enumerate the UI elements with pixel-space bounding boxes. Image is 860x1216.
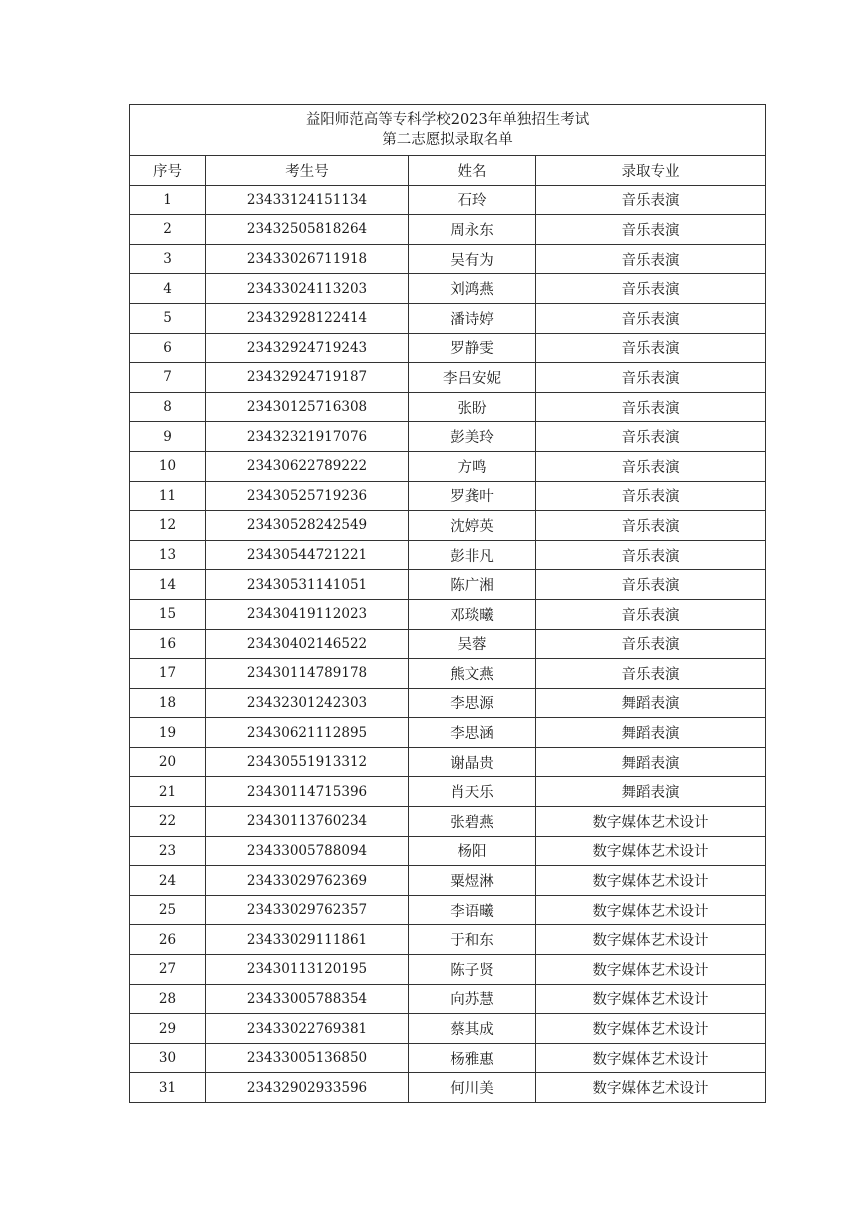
admitted-major: 音乐表演 <box>536 333 766 363</box>
table-row <box>130 807 766 837</box>
admitted-major: 数字媒体艺术设计 <box>536 895 766 925</box>
table-row <box>130 363 766 393</box>
student-name: 吴有为 <box>409 244 536 274</box>
admitted-major: 舞蹈表演 <box>536 718 766 748</box>
admitted-major: 数字媒体艺术设计 <box>536 955 766 985</box>
exam-id: 23432924719243 <box>206 333 409 363</box>
exam-id: 23430525719236 <box>206 481 409 511</box>
student-name: 彭美玲 <box>409 422 536 452</box>
table-row <box>130 333 766 363</box>
student-name: 粟煜淋 <box>409 866 536 896</box>
admitted-major: 数字媒体艺术设计 <box>536 1073 766 1103</box>
row-index: 26 <box>130 925 206 955</box>
admitted-major: 舞蹈表演 <box>536 777 766 807</box>
exam-id: 23433029762369 <box>206 866 409 896</box>
exam-id: 23430402146522 <box>206 629 409 659</box>
table-row <box>130 599 766 629</box>
exam-id: 23433124151134 <box>206 185 409 215</box>
student-name: 杨阳 <box>409 836 536 866</box>
column-header-major: 录取专业 <box>536 156 766 186</box>
table-row <box>130 688 766 718</box>
student-name: 蔡其成 <box>409 1014 536 1044</box>
student-name: 张盼 <box>409 392 536 422</box>
admitted-major: 音乐表演 <box>536 540 766 570</box>
admitted-major: 数字媒体艺术设计 <box>536 866 766 896</box>
table-row <box>130 392 766 422</box>
row-index: 11 <box>130 481 206 511</box>
admitted-major: 音乐表演 <box>536 392 766 422</box>
student-name: 周永东 <box>409 215 536 245</box>
exam-id: 23433026711918 <box>206 244 409 274</box>
exam-id: 23433005788094 <box>206 836 409 866</box>
exam-id: 23430125716308 <box>206 392 409 422</box>
row-index: 14 <box>130 570 206 600</box>
row-index: 9 <box>130 422 206 452</box>
table-row <box>130 481 766 511</box>
row-index: 22 <box>130 807 206 837</box>
table-row <box>130 629 766 659</box>
admitted-major: 音乐表演 <box>536 629 766 659</box>
exam-id: 23432902933596 <box>206 1073 409 1103</box>
row-index: 20 <box>130 747 206 777</box>
exam-id: 23430551913312 <box>206 747 409 777</box>
table-row <box>130 215 766 245</box>
student-name: 刘鸿燕 <box>409 274 536 304</box>
row-index: 19 <box>130 718 206 748</box>
row-index: 6 <box>130 333 206 363</box>
row-index: 29 <box>130 1014 206 1044</box>
exam-id: 23433029111861 <box>206 925 409 955</box>
admitted-major: 数字媒体艺术设计 <box>536 836 766 866</box>
admitted-major: 舞蹈表演 <box>536 747 766 777</box>
row-index: 15 <box>130 599 206 629</box>
admitted-major: 数字媒体艺术设计 <box>536 984 766 1014</box>
row-index: 30 <box>130 1043 206 1073</box>
admitted-major: 音乐表演 <box>536 422 766 452</box>
exam-id: 23430113120195 <box>206 955 409 985</box>
admitted-major: 音乐表演 <box>536 274 766 304</box>
table-body <box>130 105 766 1103</box>
student-name: 李思涵 <box>409 718 536 748</box>
table-row <box>130 984 766 1014</box>
table-row <box>130 451 766 481</box>
table-row <box>130 303 766 333</box>
row-index: 25 <box>130 895 206 925</box>
row-index: 18 <box>130 688 206 718</box>
table-row <box>130 747 766 777</box>
student-name: 陈子贤 <box>409 955 536 985</box>
exam-id: 23430531141051 <box>206 570 409 600</box>
student-name: 张碧燕 <box>409 807 536 837</box>
row-index: 8 <box>130 392 206 422</box>
student-name: 方鸣 <box>409 451 536 481</box>
row-index: 16 <box>130 629 206 659</box>
table-row <box>130 777 766 807</box>
row-index: 12 <box>130 511 206 541</box>
column-header-index: 序号 <box>130 156 206 186</box>
title-line-1: 益阳师范高等专科学校2023年单独招生考试 <box>305 112 590 128</box>
row-index: 2 <box>130 215 206 245</box>
table-row <box>130 570 766 600</box>
title-line-2: 第二志愿拟录取名单 <box>382 132 513 148</box>
exam-id: 23430528242549 <box>206 511 409 541</box>
row-index: 27 <box>130 955 206 985</box>
admitted-major: 数字媒体艺术设计 <box>536 807 766 837</box>
student-name: 彭非凡 <box>409 540 536 570</box>
student-name: 何川美 <box>409 1073 536 1103</box>
student-name: 熊文燕 <box>409 659 536 689</box>
exam-id: 23433024113203 <box>206 274 409 304</box>
row-index: 4 <box>130 274 206 304</box>
table-row <box>130 1043 766 1073</box>
admitted-major: 数字媒体艺术设计 <box>536 1014 766 1044</box>
admitted-major: 音乐表演 <box>536 215 766 245</box>
exam-id: 23433029762357 <box>206 895 409 925</box>
exam-id: 23432924719187 <box>206 363 409 393</box>
table-row <box>130 659 766 689</box>
exam-id: 23430622789222 <box>206 451 409 481</box>
exam-id: 23433022769381 <box>206 1014 409 1044</box>
row-index: 17 <box>130 659 206 689</box>
student-name: 李吕安妮 <box>409 363 536 393</box>
admitted-major: 音乐表演 <box>536 451 766 481</box>
table-row <box>130 244 766 274</box>
student-name: 石玲 <box>409 185 536 215</box>
row-index: 1 <box>130 185 206 215</box>
exam-id: 23432928122414 <box>206 303 409 333</box>
table-row <box>130 274 766 304</box>
student-name: 李语曦 <box>409 895 536 925</box>
table-row <box>130 836 766 866</box>
exam-id: 23430113760234 <box>206 807 409 837</box>
table-row <box>130 895 766 925</box>
student-name: 吴蓉 <box>409 629 536 659</box>
student-name: 陈广湘 <box>409 570 536 600</box>
admitted-major: 数字媒体艺术设计 <box>536 925 766 955</box>
admitted-major: 音乐表演 <box>536 659 766 689</box>
table-row <box>130 540 766 570</box>
exam-id: 23430114789178 <box>206 659 409 689</box>
row-index: 23 <box>130 836 206 866</box>
exam-id: 23432301242303 <box>206 688 409 718</box>
admitted-major: 音乐表演 <box>536 599 766 629</box>
column-header-name: 姓名 <box>409 156 536 186</box>
exam-id: 23433005136850 <box>206 1043 409 1073</box>
student-name: 杨雅惠 <box>409 1043 536 1073</box>
row-index: 3 <box>130 244 206 274</box>
admitted-major: 音乐表演 <box>536 303 766 333</box>
student-name: 沈婷英 <box>409 511 536 541</box>
table-row <box>130 1073 766 1103</box>
student-name: 邓琰曦 <box>409 599 536 629</box>
admitted-major: 音乐表演 <box>536 185 766 215</box>
column-header-exam-id: 考生号 <box>206 156 409 186</box>
admitted-major: 音乐表演 <box>536 363 766 393</box>
row-index: 5 <box>130 303 206 333</box>
student-name: 谢晶贵 <box>409 747 536 777</box>
row-index: 7 <box>130 363 206 393</box>
student-name: 向苏慧 <box>409 984 536 1014</box>
table-row <box>130 185 766 215</box>
header-row <box>130 156 766 186</box>
table-row <box>130 955 766 985</box>
table-row <box>130 925 766 955</box>
row-index: 13 <box>130 540 206 570</box>
student-name: 于和东 <box>409 925 536 955</box>
student-name: 李思源 <box>409 688 536 718</box>
exam-id: 23430621112895 <box>206 718 409 748</box>
student-name: 肖天乐 <box>409 777 536 807</box>
admitted-major: 音乐表演 <box>536 511 766 541</box>
exam-id: 23430114715396 <box>206 777 409 807</box>
exam-id: 23430544721221 <box>206 540 409 570</box>
row-index: 10 <box>130 451 206 481</box>
admitted-major: 数字媒体艺术设计 <box>536 1043 766 1073</box>
admitted-major: 音乐表演 <box>536 481 766 511</box>
row-index: 28 <box>130 984 206 1014</box>
student-name: 罗静雯 <box>409 333 536 363</box>
table-row <box>130 422 766 452</box>
table-row <box>130 1014 766 1044</box>
admitted-major: 音乐表演 <box>536 244 766 274</box>
exam-id: 23433005788354 <box>206 984 409 1014</box>
table-row <box>130 866 766 896</box>
exam-id: 23430419112023 <box>206 599 409 629</box>
table-row <box>130 511 766 541</box>
admission-list-table <box>129 104 766 1103</box>
document-title <box>130 105 766 156</box>
row-index: 21 <box>130 777 206 807</box>
admitted-major: 音乐表演 <box>536 570 766 600</box>
student-name: 潘诗婷 <box>409 303 536 333</box>
title-row <box>130 105 766 156</box>
row-index: 31 <box>130 1073 206 1103</box>
exam-id: 23432321917076 <box>206 422 409 452</box>
row-index: 24 <box>130 866 206 896</box>
student-name: 罗龚叶 <box>409 481 536 511</box>
exam-id: 23432505818264 <box>206 215 409 245</box>
admitted-major: 舞蹈表演 <box>536 688 766 718</box>
table-row <box>130 718 766 748</box>
